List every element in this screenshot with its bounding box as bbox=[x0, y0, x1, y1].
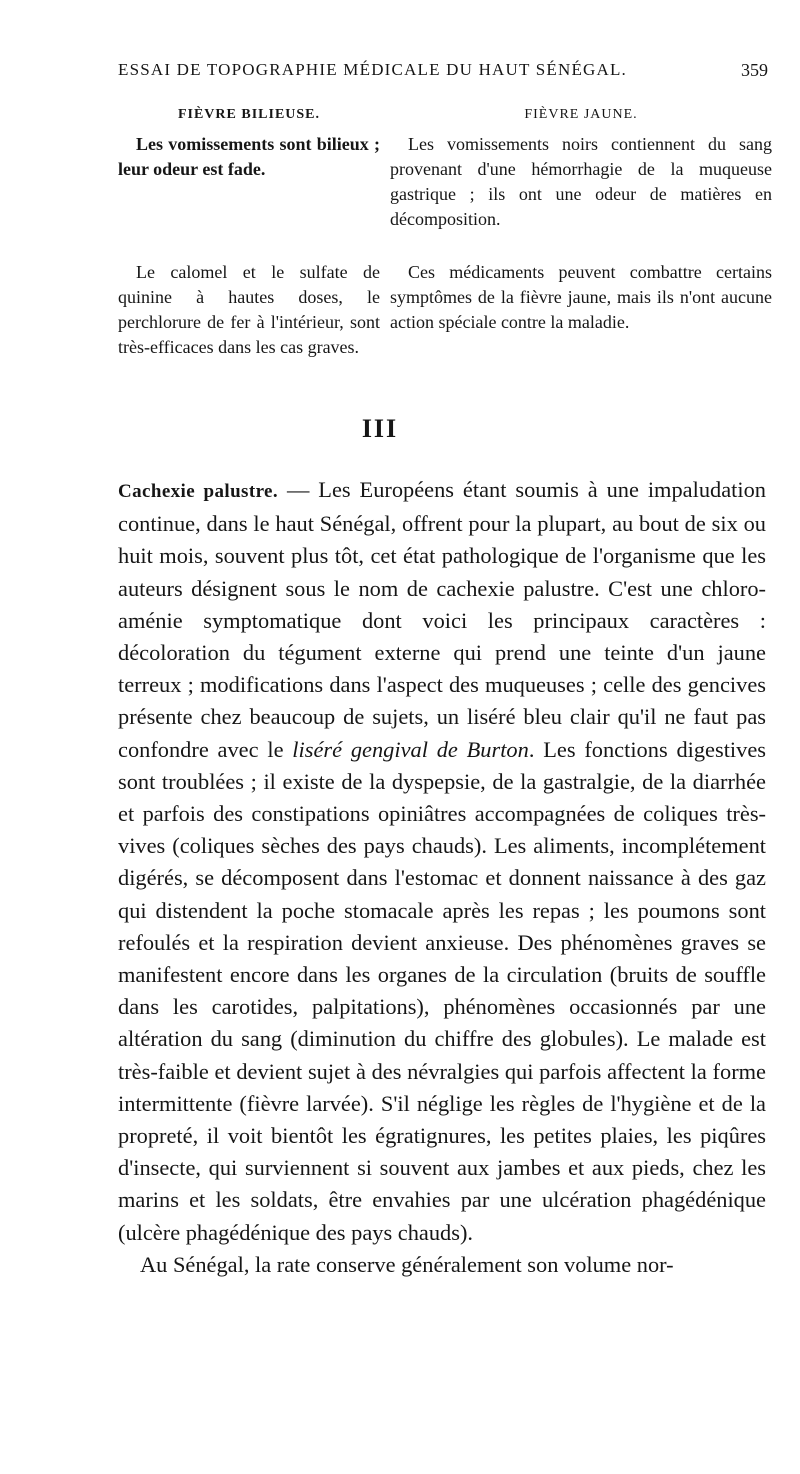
column-yellow-fever bbox=[390, 104, 772, 335]
italic-term: liséré gengival de Burton bbox=[292, 736, 529, 762]
column-bilious-fever bbox=[118, 104, 380, 360]
column-heading-bilious-fever: FIÈVRE BILIEUSE. bbox=[177, 107, 321, 122]
paragraph-text-2: . Les fonctions digestives sont troublées ; il existe de la dyspepsie, de la gastralgie, de la diarrhée et parfois des constipations opiniâtres accompagnées de coliques très-vives (coliques sèches des pays chauds). Les aliments, incomplétement digérés, se décomposent dans l'estomac et donnent naissance à des gaz qui distendent la poche stomacale après les repas ; les poumons sont refoulés et la respiration devient anxieuse. Des phénomènes graves se manifestent encore dans les organes de la circulation (bruits de souffle dans les carotides, palpitations), phénomènes occasionnés par une altération du sang (diminution du chiffre des globules). Le malade est très-faible et devient sujet à des névralgies qui parfois affectent la forme intermittente (fièvre larvée). S'il néglige les règles de l'hygiène et de la propreté, il voit bientôt les égratignures, les petites plaies, les piqûres d'insecte, qui surviennent si souvent aux jambes et aux pieds, chez les marins et les soldats, être envahies par une ulcération phagédénique (ulcère phagédénique des pays chauds). bbox=[118, 736, 766, 1245]
page-number: 359 bbox=[741, 60, 768, 80]
paragraph-text-1: — Les Européens étant soumis à une impaludation continue, dans le haut Sénégal, offrent pour la plupart, au bout de six ou huit mois, souvent plus tôt, cet état pathologique de l'organisme que les auteurs désignent sous le nom de cachexie palustre. C'est une chloro-aménie symptomatique dont voici les principaux caractères : décoloration du tégument externe qui prend une teinte d'un jaune terreux ; modifications dans l'aspect des muqueuses ; celle des gencives présente chez beaucoup de sujets, un liséré bleu clair qu'il ne faut pas confondre avec le bbox=[118, 477, 766, 762]
cachexia-paragraph bbox=[118, 474, 766, 1249]
section-body bbox=[118, 474, 766, 1281]
spleen-paragraph: Au Sénégal, la rate conserve généralement son volume nor- bbox=[140, 1251, 674, 1277]
running-title: ESSAI DE TOPOGRAPHIE MÉDICALE DU HAUT SÉNÉGAL. bbox=[118, 60, 628, 79]
yellow-vomit-paragraph: Les vomissements noirs contiennent du sang provenant d'une hémorrhagie de la muqueuse gastrique ; ils ont une odeur de matières en décomposition. bbox=[390, 134, 772, 229]
bilious-treatment-paragraph: Le calomel et le sulfate de quinine à hautes doses, le perchlorure de fer à l'intérieur, sont très-efficaces dans les cas graves. bbox=[118, 262, 380, 357]
section-lead: Cachexie palustre. bbox=[118, 481, 279, 502]
section-number: III bbox=[361, 414, 399, 443]
running-head bbox=[118, 60, 768, 90]
bilious-vomit-paragraph: Les vomissements sont bilieux ; leur odeur est fade. bbox=[118, 134, 380, 179]
column-heading-yellow-fever: FIÈVRE JAUNE. bbox=[524, 107, 638, 122]
yellow-treatment-paragraph: Ces médicaments peuvent combattre certains symptômes de la fièvre jaune, mais ils n'ont aucune action spéciale contre la maladie. bbox=[390, 262, 772, 332]
